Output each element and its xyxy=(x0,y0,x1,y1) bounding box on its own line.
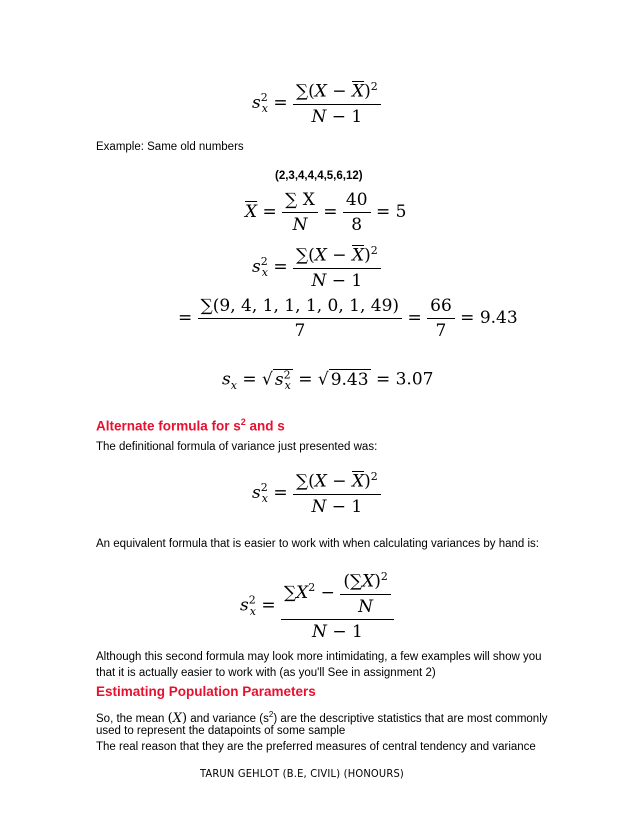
formula-variance-2: $s^2_x$ = $\frac{\sum(X - \overline{X})^2}{N - 1}$ xyxy=(252,244,381,291)
example-label: Example: Same old numbers xyxy=(96,141,244,153)
formula-mean: $\overline{X}$ = $\frac{\sum X}{N}$ = $\frac{40}{8}$ = 5 xyxy=(245,190,407,235)
page-footer: TARUN GEHLOT (B.E, CIVIL) (HONOURS) xyxy=(200,767,404,780)
formula-computational: $s^2_x$ = $\sum X^2$ − $\frac{(\sum X)^2}{N}$ N − 1 xyxy=(240,570,394,642)
formula-variance-calc: = $\frac{\sum(9, 4, 1, 1, 1, 0, 1, 49)}{7}$ = $\frac{66}{7}$ = 9.43 xyxy=(178,296,518,341)
formula-variance-1: $s^2_x$ = $\frac{\sum(X - \overline{X})^2}{N - 1}$ xyxy=(252,80,381,127)
definitional-text: The definitional formula of variance just presented was: xyxy=(96,441,378,453)
example-numbers: (2,3,4,4,4,5,6,12) xyxy=(275,170,363,182)
real-reason-line: The real reason that they are the preferred measures of central tendency and variance xyxy=(96,741,536,753)
heading-estimating: Estimating Population Parameters xyxy=(96,684,316,699)
so-mean-line: So, the mean (X) and variance $(s^2)$ are the descriptive statistics that are most commonly xyxy=(96,710,548,726)
used-line: used to represent the datapoints of some sample xyxy=(96,725,346,737)
equivalent-text: An equivalent formula that is easier to work with when calculating variances by hand is: xyxy=(96,538,539,550)
although-line-1: Although this second formula may look more intimidating, a few examples will show you xyxy=(96,651,542,663)
formula-sd: $s_x$ = √ $s^2_x$ = √ 9.43 = 3.07 xyxy=(222,368,434,393)
heading-alternate-formula: Alternate formula for $s^2$ and s xyxy=(96,417,285,434)
although-line-2: that it is actually easier to work with (as you'll See in assignment 2) xyxy=(96,667,436,679)
formula-variance-3: $s^2_x$ = $\frac{\sum(X - \overline{X})^2}{N - 1}$ xyxy=(252,470,381,517)
